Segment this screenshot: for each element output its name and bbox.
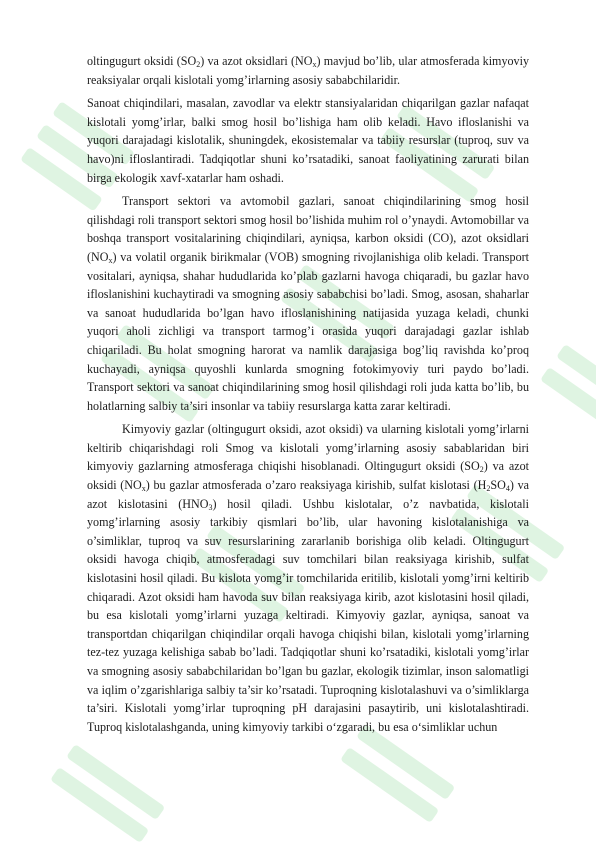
subscript: x: [312, 60, 317, 69]
subscript: 3: [208, 502, 213, 512]
text-run: Transport sektori va avtomobil gazlari, sanoat chiqindilarining smog hosil qilishdagi roli transport sektori smog hosil bo’lishida muhim rol o’ynaydi. Avtomobillar va boshqa transport vositalarining chiqindilari, ayniqsa, karbon oksidi (CO), azot oksidlari (NO: [87, 194, 529, 264]
text-run: Sanoat chiqindilari, masalan, zavodlar va elektr stansiyalaridan chiqarilgan gazlar nafaqat kislotali yomg’irlar, balki smog hosil bo’lishiga ham olib keladi. Havo ifloslanishi va yuqori darajadagi kislotalik, shuningdek, ekosistemalar va tabiiy resurslar (tuproq, suv va havo)ni ifloslantiradi. Tadqiqotlar shuni ko’rsatadiki, sanoat faoliyatining zarurati bilan birga ekologik xavf-xatarlar ham oshadi.: [87, 96, 529, 185]
text-run: ) va volatil organik birikmalar (VOB) smogning rivojlanishiga olib keladi. Transport vositalari, ayniqsa, shahar hududlarida ko’plab gazlarni havoga chiqaradi, bu gazlar havo ifloslanishini kuchaytiradi va smogning asosiy sababchisi bo’ladi. Smog, asosan, shaharlar va sanoat hududlarida bo’lgan havo ifloslanishining natijasida yuzaga keladi, chunki yuqori aholi zichligi va transport tarmog’i orasida yuqori darajadagi gazlar ishlab chiqariladi. Bu holat smogning harorat va namlik darajasiga bog’liq ravishda ko’proq kuchayadi, ayniqsa quyoshli kunlarda smogning fotokimyoviy turi paydo bo’ladi. Transport sektori va sanoat chiqindilarining smog hosil qilishdagi roli juda katta bo’lib, bu holatlarning salbiy ta’siri insonlar va tabiiy resurslarga katta zarar keltiradi.: [87, 249, 529, 413]
paragraph-acid-rain-causes: [87, 52, 529, 89]
text-run: oltingugurt oksidi (SO: [87, 54, 197, 68]
text-run: Kimyoviy gazlar (oltingugurt oksidi, azot oksidi) va ularning kislotali yomg’irlarni keltirib chiqarishdagi roli Smog va kislotali yomg’irlarning asosiy sabablaridan biri kimyoviy gazlarning atmosferaga chiqishi hisoblanadi. Oltingugurt oksidi (SO: [87, 422, 529, 474]
subscript: 4: [505, 484, 510, 494]
subscript: 2: [486, 484, 491, 494]
text-run: ) va azot oksidi (NO: [87, 459, 529, 493]
text-run: ) va azot kislotasini (HNO: [87, 478, 530, 511]
paragraph-industrial-waste: [87, 94, 529, 187]
document-body: [87, 52, 529, 736]
subscript: x: [141, 484, 146, 494]
subscript: 2: [196, 60, 201, 69]
text-run: ) bu gazlar atmosferada o’zaro reaksiyaga kirishib, sulfat kislotasi (H: [145, 478, 487, 493]
subscript: 2: [479, 465, 484, 475]
text-run: ) va azot oksidlari (NO: [200, 54, 313, 68]
text-run: ) mavjud bo’lib, ular atmosferada kimyoviy reaksiyalar orqali kislotali yomg’irlarning asosiy sababchilaridir.: [87, 54, 530, 87]
paragraph-chemical-gases: [87, 420, 529, 736]
paragraph-transport-sector: [87, 192, 529, 415]
text-run: SO: [490, 478, 506, 493]
text-run: ) hosil qiladi. Ushbu kislotalar, o’z navbatida, kislotali yomg’irlarning asosiy tarkibiy qismlari bo’lib, ular havoning kislotalanishiga va o’simliklar, tuproq va suv resurslarining zararlanib borishiga olib keladi. Oltingugurt oksidi havoga chiqib, atmosferadagi suv tomchilari bilan reaksiyaga kirishib, sulfat kislotasini hosil qiladi. Bu kislota yomg’ir tomchilarida eritilib, kislotali yomg’irni keltirib chiqaradi. Azot oksidi ham havoda suv bilan reaksiyaga kirib, azot kislotasini hosil qiladi, bu esa kislotali yomg’irlarni yuzaga keltiradi. Kimyoviy gazlar, ayniqsa, sanoat va transportdan chiqarilgan chiqindilar orqali havoga chiqishi bilan, kislotali yomg’irlarning tez-tez yuzaga kelishiga sabab bo’ladi. Tadqiqotlar shuni ko’rsatadiki, kislotali yomg’irlar va smogning asosiy sababchilaridan bo’lgan bu gazlar, ekologik tizimlar, inson salomatligi va iqlim o’zgarishlariga salbiy ta’sir ko’rsatadi. Tuproqning kislotalashuvi va o’simliklarga ta’siri. Kislotali yomg’irlar tuproqning pH darajasini pasaytirib, uni kislotalashtiradi. Tuproq kislotalashganda, uning kimyoviy tarkibi o‘zgaradi, bu esa o‘simliklar uchun: [87, 496, 529, 734]
subscript: x: [108, 255, 113, 265]
